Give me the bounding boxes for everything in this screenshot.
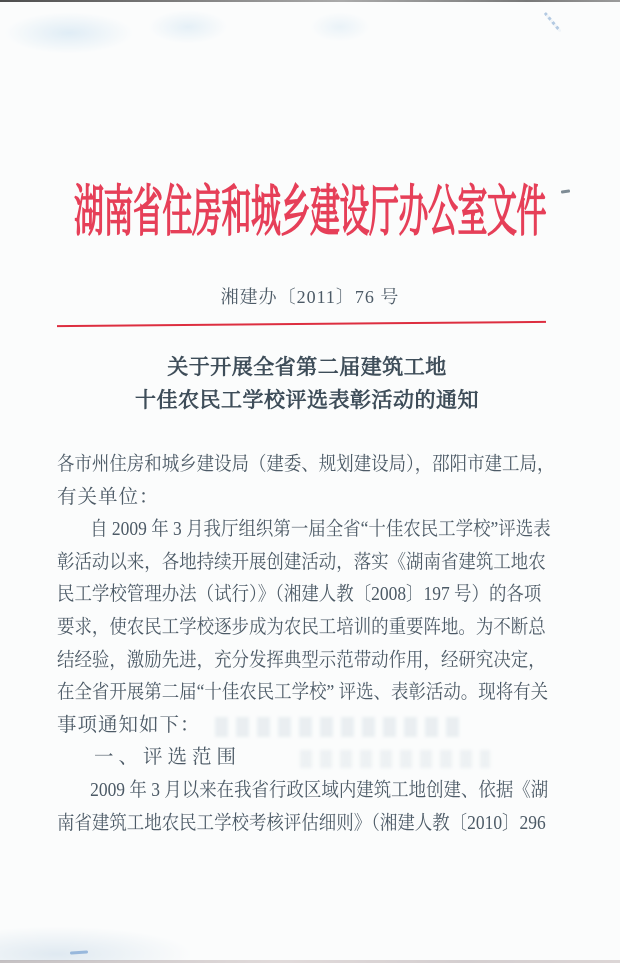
scan-smudge: [148, 10, 228, 44]
pen-mark-artifact: [544, 12, 562, 32]
body-line: 自 2009 年 3 月我厅组织第一届全省“十佳农民工学校”评选表: [90, 519, 551, 541]
body-line: 彰活动以来，各地持续开展创建活动，落实《湖南省建筑工地农: [57, 551, 546, 573]
body-line: 民工学校管理办法（试行）》（湘建人教〔2008〕197 号）的各项: [57, 584, 542, 606]
document-title: [0, 352, 614, 417]
body-line: 各市州住房和城乡建设局（建委、规划建设局），邵阳市建工局，: [57, 454, 555, 475]
section-heading: 一、评选范围: [94, 747, 242, 769]
agency-banner-text: 湖南省住房和城乡建设厅办公室文件: [74, 182, 546, 244]
body-line: 2009 年 3 月以来在我省行政区域内建筑工地创建、依据《湖: [90, 779, 549, 801]
scan-top-edge: [0, 0, 620, 2]
document-body: [57, 449, 573, 840]
body-line: 结经验，激励先进，充分发挥典型示范带动作用，经研究决定，: [57, 649, 546, 671]
scan-smudge: [70, 950, 88, 954]
agency-banner: [0, 182, 620, 244]
body-line: 事项通知如下：: [57, 714, 201, 736]
red-separator-line: [57, 321, 546, 328]
document-title-line: 关于开展全省第二届建筑工地: [167, 356, 447, 379]
body-line: 要求，使农民工学校逐步成为农民工培训的重要阵地。为不断总: [57, 616, 546, 638]
body-line: 在全省开展第二届“十佳农民工学校” 评选、表彰活动。现将有关: [57, 682, 549, 704]
scan-smudge: [4, 12, 134, 54]
body-line: 有关单位：: [57, 486, 160, 508]
body-line: 南省建筑工地农民工学校考核评估细则》（湘建人教〔2010〕296: [57, 812, 546, 834]
document-title-line: 十佳农民工学校评选表彰活动的通知: [135, 388, 479, 412]
scan-smudge: [310, 12, 370, 42]
doc-number: 湘建办〔2011〕76 号: [220, 287, 400, 307]
scan-smudge: [0, 927, 190, 961]
